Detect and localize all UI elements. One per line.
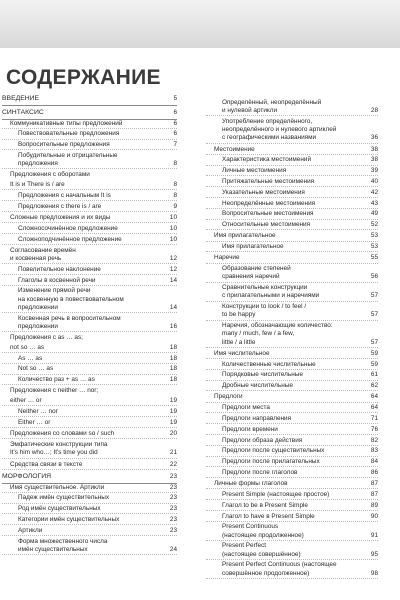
toc-entry-label: Сложноподчинённое предложение	[18, 235, 122, 243]
toc-entry-label: Повелительное наклонение	[18, 265, 101, 273]
toc-entry-page-number: 61	[370, 371, 378, 379]
toc-entry-page-number: 38	[370, 145, 378, 153]
toc-entry	[2, 387, 177, 395]
toc-entry-page-number: 36	[370, 134, 378, 142]
toc-entry	[206, 491, 378, 500]
toc-entry-label: Согласование времён и косвенная речь	[10, 246, 76, 262]
toc-entry-label: Эмфатические конструкции типа It's him who…; It's time you did	[10, 441, 108, 457]
toc-entry-page-number: 6	[173, 130, 177, 138]
toc-entry-page-number: 23	[169, 483, 177, 491]
toc-entry-label: Предложения с начальным It is	[18, 191, 111, 199]
toc-entry-label: Наречие	[214, 254, 240, 262]
toc-entry-label: Neither … nor	[18, 407, 58, 415]
toc-entry	[206, 99, 378, 116]
toc-entry-label: Имя существительное. Артикли	[10, 483, 105, 491]
toc-entry-label: Побудительные и отрицательные предложения	[18, 151, 118, 168]
toc-entry	[206, 469, 378, 478]
toc-entry	[2, 141, 177, 150]
toc-entry-page-number: 19	[169, 397, 177, 405]
toc-entry-page-number: 52	[370, 221, 378, 229]
toc-entry-page-number: 8	[173, 181, 177, 189]
toc-entry-page-number: 6	[173, 108, 177, 116]
toc-entry-label: Either … or	[18, 418, 51, 426]
toc-entry-page-number: 22	[169, 460, 177, 468]
toc-entry	[206, 480, 378, 489]
toc-entry-label: Вопросительные местоимения	[222, 210, 314, 218]
toc-entry-label: Род имён существительных	[18, 505, 101, 513]
toc-entry-page-number: 84	[370, 458, 378, 466]
toc-entry	[206, 221, 378, 230]
toc-entry-page-number: 57	[370, 292, 378, 300]
toc-entry-page-number: 57	[370, 311, 378, 319]
toc-entry-label: Предложения с as … as;	[10, 333, 83, 341]
toc-entry-label: Present Perfect (настоящее совершённое)	[222, 542, 301, 558]
toc-entry-page-number: 98	[370, 569, 378, 577]
toc-entry-page-number: 20	[169, 429, 177, 437]
toc-left-column	[2, 92, 177, 557]
toc-entry	[206, 322, 378, 348]
toc-entry	[206, 189, 378, 198]
toc-entry-label: Притяжательные местоимения	[222, 178, 315, 185]
toc-entry-page-number: 64	[370, 393, 378, 401]
toc-entry-page-number: 86	[370, 468, 378, 476]
toc-entry-page-number: 43	[370, 199, 378, 207]
toc-entry-label: Сложносочинённое предложение	[18, 224, 118, 232]
top-edge-band	[0, 0, 400, 48]
toc-entry-page-number: 82	[370, 436, 378, 444]
toc-entry-page-number: 53	[370, 243, 378, 251]
toc-entry	[206, 243, 378, 252]
toc-entry	[2, 214, 177, 223]
toc-entry-label: Сравнительные конструкции с прилагательными и наречиями	[222, 284, 320, 300]
toc-entry-label: Глаголы в косвенной речи	[18, 276, 96, 284]
toc-entry	[2, 225, 177, 234]
toc-entry-page-number: 62	[370, 382, 378, 390]
toc-entry-page-number: 9	[173, 202, 177, 210]
toc-entry	[206, 254, 378, 263]
toc-entry	[2, 365, 177, 374]
toc-entry-label: Личные формы глаголов	[214, 480, 288, 488]
toc-entry	[2, 247, 177, 264]
toc-entry-page-number: 90	[370, 512, 378, 520]
page-title: СОДЕРЖАНИЕ	[6, 66, 161, 89]
toc-entry-label: Дробные числительные	[222, 382, 293, 390]
toc-entry	[206, 523, 378, 540]
toc-entry-label: It is и There is / are	[10, 181, 65, 189]
toc-entry-label: Форма множественного числа имён существительных	[18, 537, 108, 553]
toc-entry	[2, 266, 177, 275]
toc-entry-page-number: 23	[169, 526, 177, 534]
toc-entry-label: Предложения с оборотами	[10, 171, 90, 179]
toc-entry-page-number: 16	[169, 322, 177, 330]
toc-entry-page-number: 23	[169, 472, 177, 480]
toc-entry	[2, 192, 177, 201]
toc-entry-label: As … as	[18, 354, 43, 362]
toc-entry	[2, 430, 177, 439]
toc-section-entry	[2, 95, 177, 103]
toc-entry-label: Предлоги места	[222, 404, 270, 412]
toc-entry-page-number: 91	[370, 531, 378, 539]
toc-entry-page-number: 6	[173, 119, 177, 127]
toc-entry	[206, 167, 378, 176]
toc-entry	[2, 461, 177, 470]
toc-entry	[206, 156, 378, 165]
toc-entry-page-number: 23	[169, 494, 177, 502]
toc-entry-label: Средства связи в тексте	[10, 460, 83, 468]
toc-entry-label: Определённый, неопределённый и нулевой артикли	[222, 99, 322, 115]
toc-entry	[2, 376, 177, 385]
toc-entry	[206, 210, 378, 219]
toc-entry	[2, 516, 177, 525]
toc-entry	[2, 397, 177, 406]
toc-entry-label: Артикли	[18, 526, 43, 534]
toc-entry	[2, 484, 177, 493]
toc-entry-page-number: 57	[370, 338, 378, 346]
toc-entry-page-number: 71	[370, 414, 378, 422]
toc-entry-label: Present Perfect Continuous (настоящее совершённое продолженное)	[222, 561, 337, 577]
toc-entry-page-number: 5	[173, 95, 177, 102]
toc-entry-label: Имя прилагательное	[222, 243, 284, 251]
toc-entry	[2, 344, 177, 353]
toc-entry	[2, 236, 177, 245]
toc-entry-page-number: 55	[370, 254, 378, 262]
toc-entry	[2, 441, 177, 458]
toc-entry-label: Предложения с neither … nor;	[10, 387, 99, 395]
toc-entry	[206, 542, 378, 559]
toc-entry-page-number: 38	[370, 156, 378, 164]
toc-entry-label: Предлоги после прилагательных	[222, 458, 320, 466]
toc-entry	[206, 437, 378, 446]
toc-section-entry	[2, 473, 177, 481]
toc-entry	[2, 130, 177, 139]
toc-entry-page-number: 59	[370, 360, 378, 368]
toc-entry-page-number: 42	[370, 188, 378, 196]
toc-entry	[2, 120, 177, 129]
toc-entry	[206, 382, 378, 391]
toc-entry	[2, 419, 177, 428]
toc-entry	[2, 315, 177, 332]
toc-entry-label: Имя числительное	[214, 349, 270, 357]
toc-entry-label: Образование степеней сравнения наречий	[222, 265, 291, 281]
toc-entry-label: Повествовательные предложения	[18, 130, 120, 138]
toc-entry-label: Изменение прямой речи на косвенную в повествовательном предложении	[18, 287, 124, 311]
toc-entry-page-number: 76	[370, 425, 378, 433]
toc-entry-label: Употребление определённого, неопределённого и нулевого артиклей с географическими названиями	[222, 118, 337, 142]
toc-entry	[206, 561, 378, 578]
toc-entry	[206, 303, 378, 320]
toc-entry-label: Количественные числительные	[222, 360, 316, 368]
toc-entry-label: Количество раз + as … as	[18, 376, 95, 384]
toc-entry-page-number: 8	[173, 160, 177, 168]
toc-entry-page-number: 56	[370, 273, 378, 281]
toc-entry-label: Имя прилагательное	[214, 232, 276, 240]
toc-entry-page-number: 87	[370, 490, 378, 498]
toc-entry-label: Порядковые числительные	[222, 371, 303, 379]
toc-entry-page-number: 19	[169, 407, 177, 415]
toc-entry-page-number: 10	[169, 213, 177, 221]
toc-entry	[2, 181, 177, 190]
toc-entry	[2, 203, 177, 212]
toc-entry-label: Present Continuous (настоящее продолженное)	[222, 523, 304, 539]
toc-entry-page-number: 18	[169, 365, 177, 373]
toc-entry	[2, 277, 177, 286]
toc-entry-label: Местоимение	[214, 145, 255, 153]
toc-entry-label: Относительные местоимения	[222, 221, 311, 229]
toc-entry	[206, 502, 378, 511]
toc-entry	[206, 265, 378, 282]
toc-entry-label: Коммуникативные типы предложений	[10, 119, 123, 127]
toc-entry-page-number: 28	[370, 107, 378, 115]
toc-entry-page-number: 19	[169, 418, 177, 426]
toc-entry	[2, 334, 177, 342]
toc-entry-label: Сложные предложения и их виды	[10, 213, 111, 221]
toc-entry	[206, 200, 378, 209]
toc-entry-page-number: 83	[370, 447, 378, 455]
toc-entry	[2, 355, 177, 364]
toc-right-column	[206, 99, 378, 580]
toc-entry	[206, 178, 378, 187]
toc-entry-page-number: 14	[169, 276, 177, 284]
toc-entry-page-number: 87	[370, 480, 378, 488]
toc-entry-page-number: 23	[169, 515, 177, 523]
toc-entry	[2, 527, 177, 536]
toc-entry-page-number: 14	[169, 303, 177, 311]
toc-entry-label: Наречия, обозначающие количество: many / much, few / a few, little / a little	[222, 322, 333, 346]
toc-entry-label: Present Simple (настоящее простое)	[222, 490, 330, 498]
toc-entry	[206, 513, 378, 522]
toc-entry-label: Вопросительные предложения	[18, 141, 110, 149]
toc-entry-label: Предлоги после существительных	[222, 447, 325, 455]
toc-entry	[206, 393, 378, 402]
toc-entry	[2, 494, 177, 503]
toc-entry	[2, 538, 177, 555]
toc-entry-page-number: 95	[370, 550, 378, 558]
toc-entry-label: Косвенная речь в вопросительном предложении	[18, 314, 121, 330]
toc-entry-label: either … or	[10, 397, 42, 405]
toc-entry-page-number: 40	[370, 178, 378, 185]
toc-entry	[206, 118, 378, 144]
toc-entry	[206, 458, 378, 467]
toc-entry-page-number: 18	[169, 354, 177, 362]
toc-entry	[206, 371, 378, 380]
toc-entry-page-number: 18	[169, 343, 177, 351]
toc-entry-label: Личные местоимения	[222, 167, 287, 175]
toc-entry-page-number: 23	[169, 505, 177, 513]
toc-entry-label: МОРФОЛОГИЯ	[2, 472, 52, 480]
toc-entry-label: Предлоги после глаголов	[222, 468, 298, 476]
toc-entry	[2, 408, 177, 417]
toc-entry	[2, 171, 177, 179]
toc-entry	[2, 152, 177, 169]
toc-entry	[206, 447, 378, 456]
toc-entry-label: Характеристика местоимений	[222, 156, 312, 164]
toc-entry-label: Предлоги образа действия	[222, 436, 303, 444]
toc-entry-page-number: 59	[370, 349, 378, 357]
toc-entry-page-number: 49	[370, 210, 378, 218]
toc-entry-page-number: 39	[370, 167, 378, 175]
toc-entry-page-number: 53	[370, 232, 378, 240]
toc-section-entry	[2, 109, 177, 117]
toc-entry-label: Not so … as	[18, 365, 54, 373]
toc-entry	[206, 232, 378, 241]
section-divider	[2, 105, 177, 106]
toc-entry-label: Категории имён существительных	[18, 515, 120, 523]
toc-entry-page-number: 18	[169, 376, 177, 384]
toc-entry	[206, 404, 378, 413]
toc-entry-label: Предлоги направления	[222, 414, 292, 422]
toc-entry-label: СИНТАКСИС	[2, 108, 44, 116]
toc-entry	[206, 426, 378, 435]
toc-entry-label: Конструкции to look / to feel / to be happy	[222, 303, 307, 319]
toc-entry-page-number: 64	[370, 404, 378, 412]
toc-entry-label: Предлоги	[214, 393, 243, 401]
toc-entry	[206, 361, 378, 370]
toc-entry	[206, 146, 378, 155]
toc-entry-page-number: 21	[169, 449, 177, 457]
toc-entry-page-number: 10	[169, 235, 177, 243]
toc-entry-label: ВВЕДЕНИЕ	[2, 95, 40, 102]
toc-entry	[206, 284, 378, 301]
toc-entry-label: Предложения со словами so / such	[10, 429, 115, 437]
toc-entry-label: Указательные местоимения	[222, 188, 305, 196]
toc-entry-label: Предлоги времени	[222, 425, 278, 433]
toc-entry	[2, 287, 177, 313]
toc-entry-label: Падеж имён существительных	[18, 494, 110, 502]
toc-entry-label: Глагол to have в Present Simple	[222, 512, 315, 520]
toc-entry-page-number: 10	[169, 224, 177, 232]
toc-entry-page-number: 12	[169, 265, 177, 273]
toc-entry-page-number: 8	[173, 191, 177, 199]
toc-entry-page-number: 7	[173, 141, 177, 149]
toc-entry-label: Глагол to be в Present Simple	[222, 501, 308, 509]
toc-entry	[2, 505, 177, 514]
toc-entry-page-number: 89	[370, 501, 378, 509]
toc-entry-label: Неопределённые местоимения	[222, 199, 316, 207]
toc-entry-page-number: 24	[169, 545, 177, 553]
toc-entry	[206, 350, 378, 359]
toc-entry	[206, 415, 378, 424]
toc-entry-page-number: 12	[169, 254, 177, 262]
toc-entry-label: Предложения с there is / are	[18, 202, 102, 210]
toc-entry-label: not so … as	[10, 343, 45, 351]
